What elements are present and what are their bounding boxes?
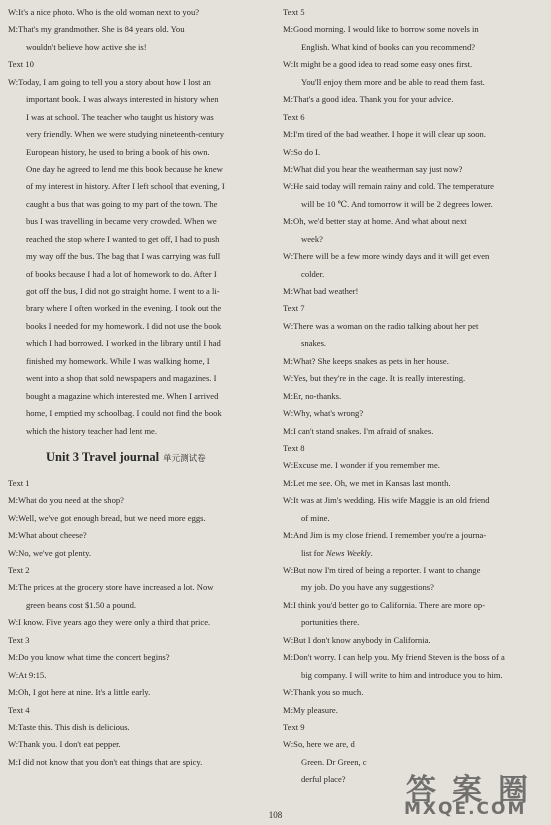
text-line: [8, 178, 270, 195]
text-line: [283, 21, 545, 38]
text-line: [283, 597, 545, 614]
text-line: [283, 213, 545, 230]
line-text: went into a shop that sold newspapers and magazines. I: [26, 373, 217, 384]
line-text: will be 10 ℃. And tomorrow it will be 2 degrees lower.: [301, 198, 493, 209]
line-text: which I had borrowed. I worked in the library until I had: [26, 338, 221, 349]
text-line: [283, 388, 545, 405]
line-text: W:Well, we've got enough bread, but we need more eggs.: [8, 512, 206, 523]
text-line: [283, 667, 545, 684]
text-line: [8, 684, 270, 701]
line-text: home, I emptied my schoolbag. I could not find the book: [26, 408, 222, 419]
line-text: M:Oh, we'd better stay at home. And what about next: [283, 216, 467, 227]
line-text: You'll enjoy them more and be able to read them fast.: [301, 76, 485, 87]
watermark-char: 圈: [498, 773, 528, 808]
text-line: [283, 423, 545, 440]
line-text: Text 3: [8, 634, 30, 645]
line-text: of books because I had a lot of homework to do. After I: [26, 268, 217, 279]
watermark-char: 答: [406, 773, 436, 808]
text-line: [283, 4, 545, 21]
text-line: [8, 632, 270, 649]
line-text: week?: [301, 233, 323, 244]
text-line: [283, 126, 545, 143]
line-text: of mine.: [301, 512, 330, 523]
line-text: Text 10: [8, 59, 34, 70]
text-line: [283, 335, 545, 352]
text-line: [8, 91, 270, 108]
publication-title: News Weekly: [325, 547, 371, 558]
line-text: very friendly. When we were studying nineteenth-century: [26, 129, 225, 140]
line-text: got off the bus, I did not go straight home. I went to a li-: [26, 286, 220, 296]
text-line: [283, 266, 545, 283]
line-text: W:Today, I am going to tell you a story about how I lost an: [8, 76, 211, 87]
text-line: [283, 196, 545, 213]
line-text: colder.: [301, 268, 325, 279]
line-text: W:I know. Five years ago they were only a third that price.: [8, 617, 211, 628]
line-text: W:He said today will remain rainy and cold. The temperature: [283, 181, 494, 192]
line-text: W:But now I'm tired of being a reporter. I want to change: [283, 565, 481, 575]
line-text: green beans cost $1.50 a pound.: [26, 599, 137, 610]
text-line: [283, 527, 545, 544]
text-line: [8, 754, 270, 771]
right-column: [283, 4, 545, 789]
text-line: [283, 545, 545, 562]
text-line: [8, 56, 270, 73]
line-text: W:It was at Jim's wedding. His wife Maggie is an old friend: [283, 495, 490, 506]
line-text: W:So, here we are, d: [283, 739, 355, 750]
line-text: big company. I will write to him and introduce you to him.: [301, 669, 503, 680]
line-text: M:My pleasure.: [283, 704, 338, 715]
text-line: [283, 579, 545, 596]
line-text: M:Er, no-thanks.: [283, 390, 342, 401]
text-line: [8, 614, 270, 631]
page-number: 108: [268, 810, 283, 820]
text-line: [283, 736, 545, 753]
line-text: W:Thank you so much.: [283, 687, 364, 698]
text-line: [8, 492, 270, 509]
text-line: [8, 248, 270, 265]
text-line: [8, 649, 270, 666]
line-text: M:I did not know that you don't eat things that are spicy.: [8, 756, 203, 767]
text-line: [283, 492, 545, 509]
line-text: W:Why, what's wrong?: [283, 408, 364, 419]
line-text: W:But I don't know anybody in California.: [283, 634, 431, 645]
line-text: English. What kind of books can you recommend?: [301, 41, 476, 52]
text-line: [8, 545, 270, 562]
line-text: Text 4: [8, 704, 30, 715]
line-text: Text 9: [283, 721, 305, 732]
text-line: [283, 475, 545, 492]
text-line: [283, 457, 545, 474]
line-text: finished my homework. While I was walking home, I: [26, 355, 210, 366]
text-line: [8, 196, 270, 213]
text-line: [283, 283, 545, 300]
text-line: [283, 178, 545, 195]
line-text: of my interest in history. After I left school that evening, I: [26, 181, 225, 192]
text-line: [283, 353, 545, 370]
text-line: [8, 266, 270, 283]
text-line: [283, 39, 545, 56]
text-line: [8, 388, 270, 405]
line-text: Text 6: [283, 111, 305, 122]
text-line: [283, 231, 545, 248]
line-text: M:Taste this. This dish is delicious.: [8, 721, 130, 732]
line-text: bus I was travelling in became very crowded. When we: [26, 216, 217, 227]
line-text: M:What do you need at the shop?: [8, 495, 124, 506]
watermark-url: MXQE.COM: [404, 799, 527, 819]
line-text: Text 7: [283, 303, 305, 314]
text-line: [283, 161, 545, 178]
text-line: [8, 300, 270, 317]
unit-subtitle: 单元测试卷: [163, 452, 206, 463]
line-text: M:That's my grandmother. She is 84 years old. You: [8, 24, 185, 35]
text-line: [283, 440, 545, 457]
text-line: [8, 39, 270, 56]
unit-title: Unit 3 Travel journal: [46, 449, 160, 464]
text-line: [283, 318, 545, 335]
line-text: Green. Dr Green, c: [301, 756, 367, 767]
line-text: W:It might be a good idea to read some easy ones first.: [283, 59, 473, 70]
text-line: [8, 562, 270, 579]
left-column: [8, 4, 270, 771]
text-line: [283, 300, 545, 317]
line-text: M:Let me see. Oh, we met in Kansas last month.: [283, 477, 451, 488]
text-line: [283, 109, 545, 126]
line-text: derful place?: [301, 774, 346, 785]
text-line: [8, 527, 270, 544]
text-line: [283, 632, 545, 649]
line-text: my way off the bus. The bag that I was carrying was full: [26, 251, 221, 262]
text-line: [283, 614, 545, 631]
text-line: [8, 423, 270, 440]
line-text: M:I'm tired of the bad weather. I hope it will clear up soon.: [283, 129, 486, 140]
text-line: [8, 667, 270, 684]
line-text: M:What bad weather!: [283, 286, 359, 296]
line-text: W:Excuse me. I wonder if you remember me.: [283, 460, 440, 471]
text-line: [283, 649, 545, 666]
text-line: [8, 719, 270, 736]
line-text: M:What about cheese?: [8, 530, 87, 541]
line-text: list for: [301, 547, 326, 558]
line-text: wouldn't believe how active she is!: [26, 41, 147, 52]
line-text: M:And Jim is my close friend. I remember you're a journa-: [283, 530, 487, 541]
watermark-char: 案: [452, 773, 482, 808]
line-text: Text 8: [283, 442, 305, 453]
text-line: [283, 684, 545, 701]
line-text: W:Thank you. I don't eat pepper.: [8, 739, 121, 750]
text-line: [8, 161, 270, 178]
text-line: [283, 405, 545, 422]
line-text: which the history teacher had lent me.: [26, 425, 158, 436]
text-line: [8, 318, 270, 335]
line-text: M:The prices at the grocery store have increased a lot. Now: [8, 582, 214, 593]
text-line: [283, 370, 545, 387]
line-text: W:It's a nice photo. Who is the old woman next to you?: [8, 7, 200, 17]
line-text: M:Do you know what time the concert begins?: [8, 652, 170, 663]
text-line: [283, 56, 545, 73]
line-text: M:Don't worry. I can help you. My friend Steven is the boss of a: [283, 652, 505, 663]
text-line: [8, 4, 270, 21]
text-line: [8, 21, 270, 38]
text-line: [8, 213, 270, 230]
text-line: [8, 405, 270, 422]
line-text: I was at school. The teacher who taught us history was: [26, 111, 214, 122]
line-text: caught a bus that was going to my part of the town. The: [26, 198, 218, 209]
text-line: [8, 597, 270, 614]
text-line: [283, 144, 545, 161]
line-text: W:At 9:15.: [8, 669, 47, 680]
text-line: [8, 231, 270, 248]
line-text: M:Oh, I got here at nine. It's a little early.: [8, 687, 151, 698]
text-line: [8, 335, 270, 352]
text-line: [8, 74, 270, 91]
line-text: bought a magazine which interested me. When I arrived: [26, 390, 219, 401]
text-line: [283, 510, 545, 527]
text-line: [283, 562, 545, 579]
line-text: reached the stop where I wanted to get off, I had to push: [26, 233, 220, 244]
line-text: M:What did you hear the weatherman say just now?: [283, 163, 463, 174]
text-line: [283, 74, 545, 91]
line-text: M:I think you'd better go to California. There are more op-: [283, 599, 486, 610]
watermark-logo: [404, 765, 542, 819]
text-line: [8, 702, 270, 719]
line-text: my job. Do you have any suggestions?: [301, 582, 434, 593]
unit-heading: [8, 440, 270, 475]
text-line: [283, 702, 545, 719]
text-line: [283, 91, 545, 108]
text-line: [8, 370, 270, 387]
text-line: [8, 475, 270, 492]
line-text: W:There will be a few more windy days and it will get even: [283, 251, 490, 262]
text-line: [8, 126, 270, 143]
line-text: W:Yes, but they're in the cage. It is really interesting.: [283, 373, 466, 384]
text-line: [8, 283, 270, 300]
line-text: snakes.: [301, 338, 327, 349]
text-line: [8, 353, 270, 370]
text-line: [8, 144, 270, 161]
line-text: Text 5: [283, 7, 305, 17]
line-text: Text 1: [8, 477, 30, 488]
line-text: M:That's a good idea. Thank you for your advice.: [283, 94, 454, 105]
line-text: One day he agreed to lend me this book because he knew: [26, 163, 223, 174]
text-line: [8, 736, 270, 753]
line-text: W:No, we've got plenty.: [8, 547, 92, 558]
line-text: M:What? She keeps snakes as pets in her house.: [283, 355, 449, 366]
text-line: [283, 719, 545, 736]
line-text-tail: .: [370, 547, 373, 558]
line-text: books I needed for my homework. I did not use the book: [26, 320, 222, 331]
line-text: M:I can't stand snakes. I'm afraid of snakes.: [283, 425, 434, 436]
line-text: portunities there.: [301, 617, 360, 628]
text-line: [283, 248, 545, 265]
line-text: European history, he used to bring a book of his own.: [26, 146, 210, 157]
line-text: Text 2: [8, 565, 30, 576]
line-text: M:Good morning. I would like to borrow some novels in: [283, 24, 479, 35]
line-text: W:So do I.: [283, 146, 321, 157]
line-text: important book. I was always interested in history when: [26, 94, 219, 105]
text-line: [8, 510, 270, 527]
text-line: [8, 579, 270, 596]
line-text: W:There was a woman on the radio talking about her pet: [283, 320, 479, 331]
line-text: brary where I often worked in the evening. I took out the: [26, 303, 222, 314]
text-line: [8, 109, 270, 126]
